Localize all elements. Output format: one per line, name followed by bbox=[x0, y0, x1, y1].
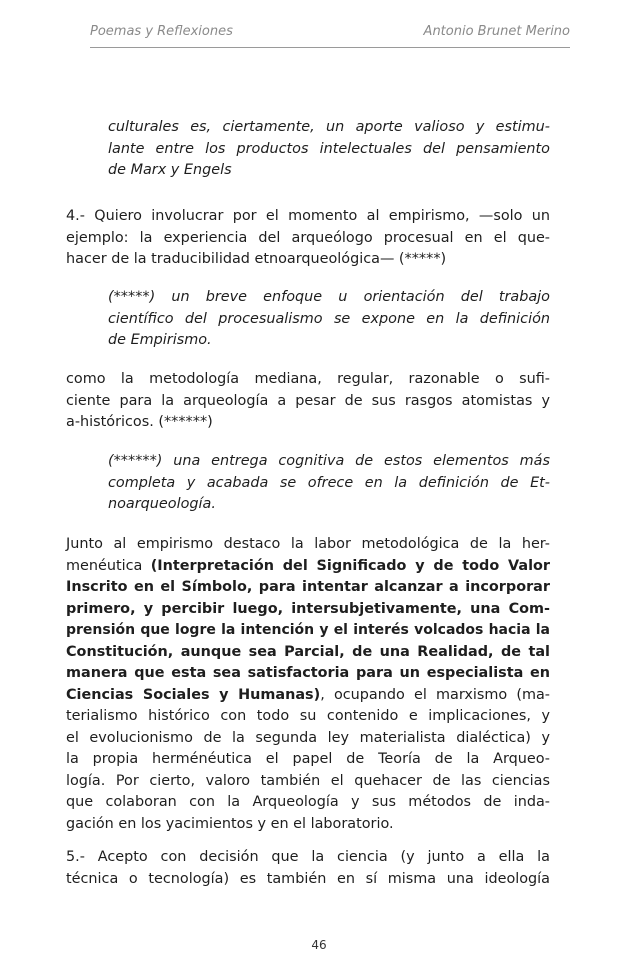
paragraph-line: Junto al empirismo destaco la labor metodológica de la her- bbox=[66, 536, 550, 552]
header-author: Antonio Brunet Merino bbox=[423, 24, 570, 39]
paragraph-line: como la metodología mediana, regular, razonable o sufi- bbox=[66, 371, 550, 387]
paragraph-line bbox=[66, 556, 550, 578]
quote-block-1 bbox=[108, 117, 550, 182]
paragraph-4 bbox=[66, 847, 550, 890]
header-book-title: Poemas y Reflexiones bbox=[90, 24, 233, 39]
bold-line: Constitución, aunque sea Parcial, de una Realidad, de tal bbox=[66, 643, 550, 660]
quote-line: noarqueología. bbox=[108, 496, 216, 512]
paragraph-text: menéutica bbox=[66, 557, 151, 574]
quote-block-3 bbox=[108, 451, 550, 516]
quote-line: culturales es, ciertamente, un aporte valioso y estimu- bbox=[108, 119, 550, 135]
quote-line: científico del procesualismo se expone en la definición bbox=[108, 310, 550, 327]
paragraph-line: terialismo histórico con todo su contenido e implicaciones, y bbox=[66, 708, 550, 724]
paragraph-3 bbox=[66, 534, 550, 835]
paragraph-1 bbox=[66, 206, 550, 271]
quote-line: lante entre los productos intelectuales del pensamiento bbox=[108, 140, 550, 157]
quote-line: de Empirismo. bbox=[108, 332, 212, 348]
paragraph-line: gación en los yacimientos y en el laboratorio. bbox=[66, 815, 394, 832]
paragraph-line: técnica o tecnología) es también en sí misma una ideología bbox=[66, 870, 550, 887]
quote-line: (*****) un breve enfoque u orientación del trabajo bbox=[108, 289, 550, 305]
paragraph-text: , ocupando el marxismo (ma- bbox=[320, 686, 550, 703]
quote-line: de Marx y Engels bbox=[108, 162, 232, 178]
page-number: 46 bbox=[311, 938, 327, 952]
bold-line: primero, y percibir luego, intersubjetivamente, una Com- bbox=[66, 600, 550, 617]
paragraph-line: 4.- Quiero involucrar por el momento al empirismo, —solo un bbox=[66, 208, 550, 224]
header-rule bbox=[90, 47, 570, 48]
bold-line: Inscrito en el Símbolo, para intentar alcanzar a incorporar bbox=[66, 579, 550, 595]
paragraph-line: ejemplo: la experiencia del arqueólogo procesual en el que- bbox=[66, 229, 550, 246]
bold-text: (Interpretación del Significado y de todo Valor bbox=[150, 557, 550, 574]
paragraph-line: ciente para la arqueología a pesar de sus rasgos atomistas y bbox=[66, 392, 550, 409]
quote-line: (******) una entrega cognitiva de estos elementos más bbox=[108, 453, 550, 469]
quote-line: completa y acabada se ofrece en la definición de Et- bbox=[108, 474, 550, 491]
bold-text: Ciencias Sociales y Humanas) bbox=[66, 686, 321, 703]
paragraph-line bbox=[66, 685, 550, 707]
quote-block-2 bbox=[108, 287, 550, 352]
paragraph-line: hacer de la traducibilidad etnoarqueológica— (*****) bbox=[66, 251, 447, 267]
running-header bbox=[90, 24, 570, 44]
bold-line: prensión que logre la intención y el interés volcados hacia la bbox=[66, 622, 550, 638]
paragraph-2 bbox=[66, 369, 550, 434]
paragraph-line: el evolucionismo de la segunda ley materialista dialéctica) y bbox=[66, 729, 550, 746]
paragraph-line: que colaboran con la Arqueología y sus métodos de inda- bbox=[66, 794, 550, 810]
bold-line: manera que esta sea satisfactoria para un especialista en bbox=[66, 665, 550, 681]
paragraph-line: a-históricos. (******) bbox=[66, 414, 213, 430]
paragraph-line: 5.- Acepto con decisión que la ciencia (y junto a ella la bbox=[66, 849, 550, 865]
paragraph-line: la propia herménéutica el papel de Teoría de la Arqueo- bbox=[66, 751, 550, 767]
paragraph-line: logía. Por cierto, valoro también el quehacer de las ciencias bbox=[66, 772, 550, 789]
